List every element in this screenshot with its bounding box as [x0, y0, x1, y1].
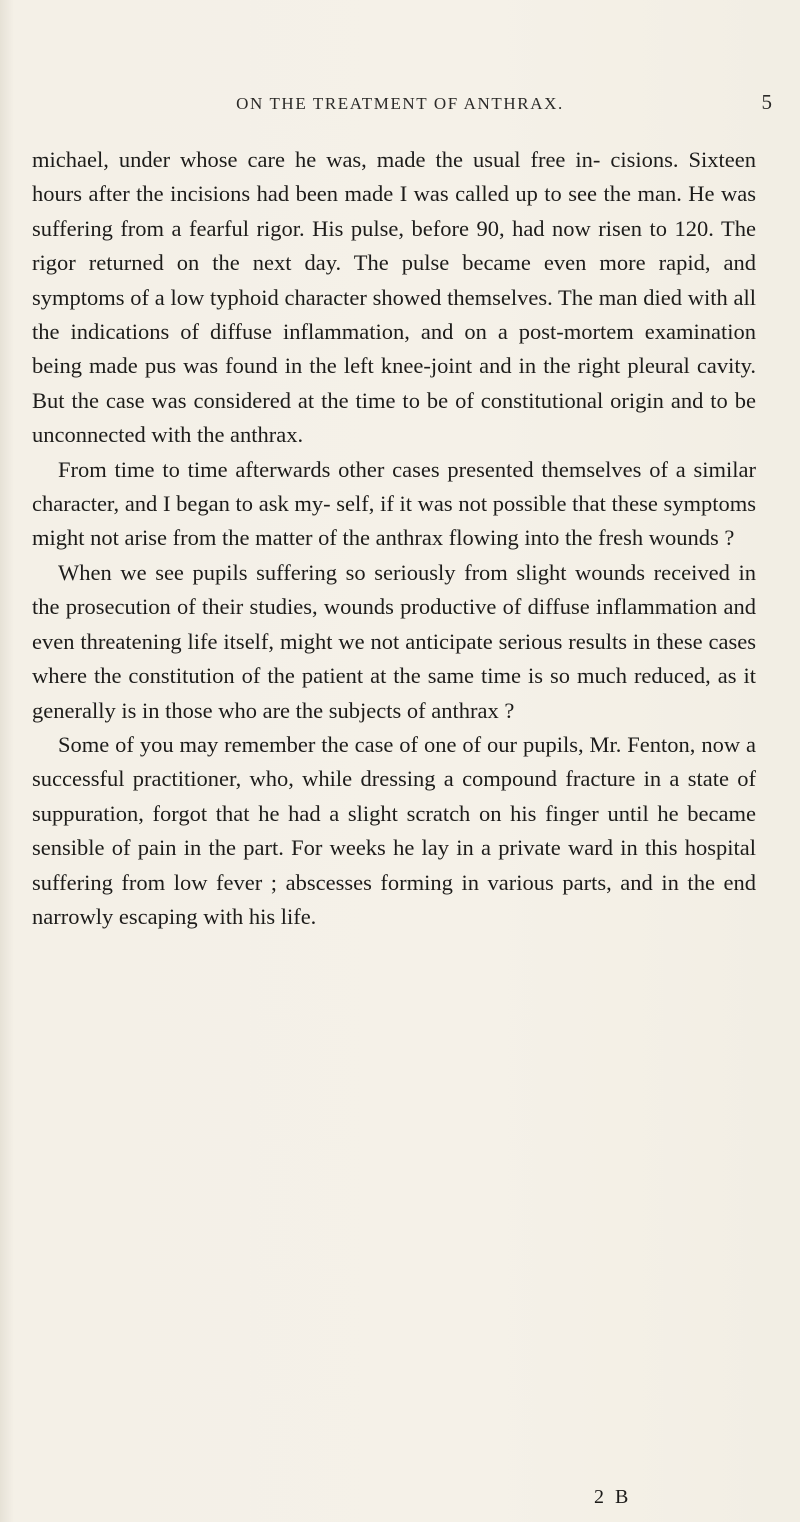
paragraph-from-time-to-time: From time to time afterwards other cases presented themselves of a similar character, and I began to ask my- self, if it was not possible that these symptoms might not arise from the matter of the anthrax flowing into the fresh wounds ?	[32, 456, 756, 551]
signature-mark: 2 B	[594, 1486, 632, 1508]
page-number: 5	[761, 90, 772, 114]
paragraph-mr-fenton: Some of you may remember the case of one of our pupils, Mr. Fenton, now a successful practitioner, who, while dressing a compound fracture in a state of suppuration, forgot that he had a slight scratch on his finger until he became sensible of pain in the part. For weeks he lay in a private ward in this hospital suffering from low fever ; abscesses forming in various parts, and in the end narrowly escaping with his life.	[32, 731, 756, 929]
body-text	[32, 143, 756, 934]
paragraph-pupils-suffering: When we see pupils suffering so seriously from slight wounds received in the prosecution of their studies, wounds productive of diffuse inflammation and even threatening life itself, might we not anticipate serious results in these cases where the constitution of the patient at the same time is so much reduced, as it generally is in those who are the subjects of anthrax ?	[32, 559, 756, 723]
page-header	[0, 90, 800, 118]
paragraph-continuation: michael, under whose care he was, made the usual free in- cisions. Sixteen hours after the incisions had been made I was called up to see the man. He was suffering from a fearful rigor. His pulse, before 90, had now risen to 120. The rigor returned on the next day. The pulse became even more rapid, and symptoms of a low typhoid character showed themselves. The man died with all the indications of diffuse inflammation, and on a post-mortem examination being made pus was found in the left knee-joint and in the right pleural cavity. But the case was considered at the time to be of constitutional origin and to be unconnected with the anthrax.	[32, 147, 756, 448]
running-head: ON THE TREATMENT OF ANTHRAX.	[236, 94, 564, 113]
